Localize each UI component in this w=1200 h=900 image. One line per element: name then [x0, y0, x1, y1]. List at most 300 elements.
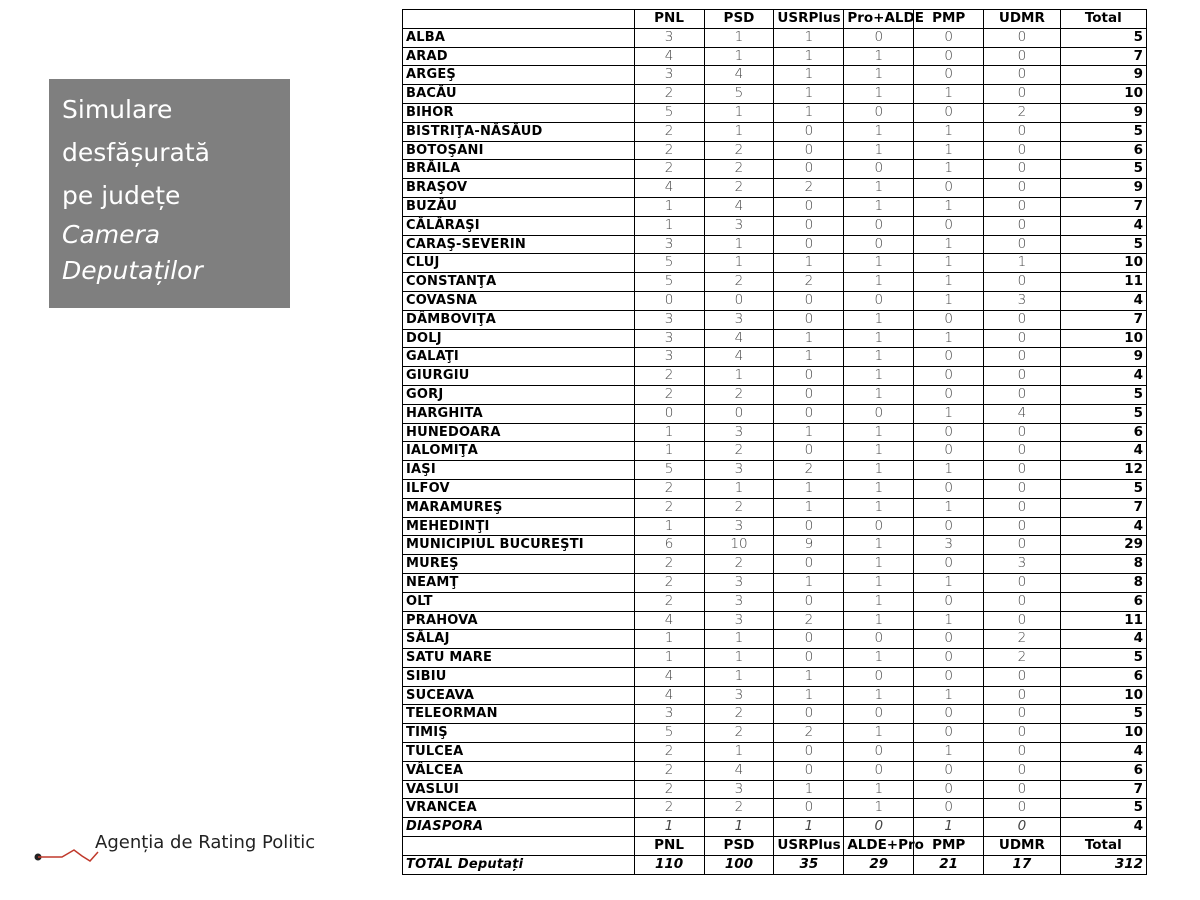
seats-pnl: 1	[634, 423, 704, 442]
seats-psd: 1	[704, 479, 774, 498]
seats-udmr: 0	[984, 179, 1060, 198]
seats-total: 6	[1060, 423, 1146, 442]
header-udmr: UDMR	[984, 10, 1060, 29]
seats-pnl: 5	[634, 724, 704, 743]
seats-udmr: 0	[984, 780, 1060, 799]
seats-pmp: 1	[914, 160, 984, 179]
seats-pro-alde: 1	[844, 780, 914, 799]
seats-pnl: 1	[634, 442, 704, 461]
table-row	[403, 85, 1147, 104]
seats-psd: 2	[704, 442, 774, 461]
seats-total: 6	[1060, 141, 1146, 160]
seats-pnl: 2	[634, 85, 704, 104]
header-total: Total	[1060, 10, 1146, 29]
county-name: OLT	[403, 592, 635, 611]
seats-pro-alde: 0	[844, 743, 914, 762]
seats-psd: 100	[704, 855, 774, 874]
seats-pmp: 0	[914, 555, 984, 574]
county-name: ALBA	[403, 28, 635, 47]
seats-pnl: 1	[634, 197, 704, 216]
seats-usrplus: 0	[774, 743, 844, 762]
seats-pnl: 4	[634, 686, 704, 705]
county-name: MUNICIPIUL BUCUREŞTI	[403, 536, 635, 555]
seats-psd: 3	[704, 686, 774, 705]
seats-total: 5	[1060, 404, 1146, 423]
footer-header-pmp: PMP	[914, 837, 984, 856]
county-name: NEAMŢ	[403, 573, 635, 592]
seats-usrplus: 1	[774, 47, 844, 66]
seats-psd: 3	[704, 310, 774, 329]
county-name: HUNEDOARA	[403, 423, 635, 442]
seats-pro-alde: 1	[844, 385, 914, 404]
seats-psd: 2	[704, 705, 774, 724]
seats-udmr: 0	[984, 799, 1060, 818]
table-row	[403, 761, 1147, 780]
seats-pmp: 1	[914, 573, 984, 592]
table-row	[403, 385, 1147, 404]
seats-pmp: 1	[914, 235, 984, 254]
seats-total: 4	[1060, 818, 1146, 837]
seats-udmr: 0	[984, 818, 1060, 837]
county-name: GALAŢI	[403, 348, 635, 367]
seats-total: 5	[1060, 649, 1146, 668]
seats-total: 4	[1060, 216, 1146, 235]
table-row	[403, 254, 1147, 273]
total-row	[403, 855, 1147, 874]
seats-pro-alde: 0	[844, 404, 914, 423]
table-row	[403, 122, 1147, 141]
seats-usrplus: 0	[774, 761, 844, 780]
seats-pnl: 5	[634, 254, 704, 273]
seats-psd: 2	[704, 799, 774, 818]
table-row	[403, 179, 1147, 198]
seats-pnl: 2	[634, 761, 704, 780]
seats-pmp: 1	[914, 122, 984, 141]
seats-pnl: 3	[634, 28, 704, 47]
seats-pmp: 0	[914, 310, 984, 329]
seats-udmr: 0	[984, 479, 1060, 498]
seats-psd: 2	[704, 179, 774, 198]
seats-pro-alde: 0	[844, 818, 914, 837]
seats-udmr: 0	[984, 160, 1060, 179]
table-row	[403, 216, 1147, 235]
county-name: SIBIU	[403, 667, 635, 686]
seats-udmr: 0	[984, 367, 1060, 386]
county-name: CLUJ	[403, 254, 635, 273]
county-name: VRANCEA	[403, 799, 635, 818]
seats-pro-alde: 1	[844, 47, 914, 66]
seats-pnl: 0	[634, 291, 704, 310]
seats-usrplus: 0	[774, 235, 844, 254]
seats-total: 7	[1060, 780, 1146, 799]
seats-psd: 2	[704, 273, 774, 292]
seats-psd: 1	[704, 367, 774, 386]
seats-pmp: 1	[914, 273, 984, 292]
seats-udmr: 0	[984, 686, 1060, 705]
seats-pnl: 110	[634, 855, 704, 874]
county-name: SUCEAVA	[403, 686, 635, 705]
seats-total: 4	[1060, 291, 1146, 310]
table-row	[403, 160, 1147, 179]
table-row	[403, 592, 1147, 611]
seats-psd: 2	[704, 141, 774, 160]
seats-psd: 1	[704, 103, 774, 122]
seats-pro-alde: 1	[844, 611, 914, 630]
seats-total: 5	[1060, 705, 1146, 724]
seats-udmr: 2	[984, 630, 1060, 649]
seats-pro-alde: 1	[844, 479, 914, 498]
seats-pmp: 0	[914, 761, 984, 780]
seats-pnl: 2	[634, 555, 704, 574]
table-row	[403, 442, 1147, 461]
seats-total: 5	[1060, 160, 1146, 179]
county-name: DIASPORA	[403, 818, 635, 837]
seats-pnl: 2	[634, 780, 704, 799]
title-line-5: Deputaților	[62, 256, 203, 285]
seats-pnl: 3	[634, 329, 704, 348]
seats-usrplus: 0	[774, 141, 844, 160]
seats-udmr: 0	[984, 423, 1060, 442]
seats-pmp: 1	[914, 498, 984, 517]
seats-total: 5	[1060, 122, 1146, 141]
seats-total: 6	[1060, 667, 1146, 686]
seats-pro-alde: 0	[844, 761, 914, 780]
seats-total: 5	[1060, 235, 1146, 254]
seats-psd: 3	[704, 611, 774, 630]
county-name: GIURGIU	[403, 367, 635, 386]
seats-pmp: 1	[914, 329, 984, 348]
seats-total: 11	[1060, 273, 1146, 292]
seats-psd: 1	[704, 649, 774, 668]
seats-total: 4	[1060, 442, 1146, 461]
seats-pro-alde: 0	[844, 28, 914, 47]
seats-pro-alde: 1	[844, 423, 914, 442]
seats-pnl: 2	[634, 160, 704, 179]
seats-usrplus: 0	[774, 592, 844, 611]
seats-pmp: 0	[914, 517, 984, 536]
seats-total: 10	[1060, 686, 1146, 705]
seats-pro-alde: 0	[844, 235, 914, 254]
seats-usrplus: 0	[774, 649, 844, 668]
seats-usrplus: 1	[774, 573, 844, 592]
seats-pmp: 1	[914, 85, 984, 104]
seats-udmr: 0	[984, 122, 1060, 141]
seats-usrplus: 0	[774, 160, 844, 179]
table-row	[403, 649, 1147, 668]
seats-total: 312	[1060, 855, 1146, 874]
seats-pmp: 0	[914, 28, 984, 47]
seats-total: 7	[1060, 310, 1146, 329]
seats-psd: 0	[704, 404, 774, 423]
table-row	[403, 799, 1147, 818]
seats-udmr: 0	[984, 667, 1060, 686]
seats-udmr: 0	[984, 310, 1060, 329]
seats-usrplus: 0	[774, 367, 844, 386]
seats-udmr: 0	[984, 47, 1060, 66]
seats-pmp: 1	[914, 818, 984, 837]
seats-pro-alde: 0	[844, 667, 914, 686]
seats-total: 10	[1060, 85, 1146, 104]
table-row	[403, 103, 1147, 122]
seats-psd: 1	[704, 235, 774, 254]
county-name: DOLJ	[403, 329, 635, 348]
seats-total: 4	[1060, 367, 1146, 386]
county-name: TULCEA	[403, 743, 635, 762]
seats-pnl: 2	[634, 573, 704, 592]
seats-pro-alde: 1	[844, 442, 914, 461]
seats-psd: 1	[704, 28, 774, 47]
seats-total: 5	[1060, 28, 1146, 47]
seats-pmp: 0	[914, 705, 984, 724]
seats-pro-alde: 0	[844, 103, 914, 122]
seats-pro-alde: 1	[844, 536, 914, 555]
county-name: BRĂILA	[403, 160, 635, 179]
seats-udmr: 0	[984, 461, 1060, 480]
seats-usrplus: 1	[774, 254, 844, 273]
seats-pmp: 0	[914, 348, 984, 367]
seats-pmp: 0	[914, 367, 984, 386]
seats-pnl: 1	[634, 630, 704, 649]
seats-pnl: 3	[634, 348, 704, 367]
seats-total: 5	[1060, 479, 1146, 498]
seats-pmp: 0	[914, 216, 984, 235]
seats-psd: 3	[704, 461, 774, 480]
seats-pnl: 1	[634, 517, 704, 536]
seats-pmp: 3	[914, 536, 984, 555]
seats-psd: 4	[704, 66, 774, 85]
seats-pro-alde: 1	[844, 66, 914, 85]
seats-usrplus: 2	[774, 179, 844, 198]
seats-pnl: 1	[634, 649, 704, 668]
seats-psd: 3	[704, 592, 774, 611]
seats-psd: 4	[704, 348, 774, 367]
seats-pro-alde: 1	[844, 724, 914, 743]
seats-total: 8	[1060, 555, 1146, 574]
seats-usrplus: 9	[774, 536, 844, 555]
table-row	[403, 705, 1147, 724]
seats-usrplus: 0	[774, 442, 844, 461]
header-usrplus: USRPlus	[774, 10, 844, 29]
county-name: MARAMUREŞ	[403, 498, 635, 517]
diaspora-row	[403, 818, 1147, 837]
seats-pnl: 6	[634, 536, 704, 555]
seats-psd: 3	[704, 423, 774, 442]
table-row	[403, 611, 1147, 630]
county-name: ARGEŞ	[403, 66, 635, 85]
seats-pnl: 2	[634, 743, 704, 762]
table-row	[403, 686, 1147, 705]
table-row	[403, 573, 1147, 592]
table-row	[403, 780, 1147, 799]
seats-pro-alde: 1	[844, 649, 914, 668]
seats-usrplus: 1	[774, 85, 844, 104]
line-chart-logo-icon	[30, 828, 100, 868]
seats-pro-alde: 0	[844, 216, 914, 235]
seats-pmp: 0	[914, 630, 984, 649]
seats-pnl: 4	[634, 179, 704, 198]
seats-pro-alde: 1	[844, 122, 914, 141]
county-name: ARAD	[403, 47, 635, 66]
seats-udmr: 0	[984, 197, 1060, 216]
title-line-2: desfășurată	[62, 138, 210, 167]
table-row	[403, 517, 1147, 536]
header-pmp: PMP	[914, 10, 984, 29]
seats-pro-alde: 0	[844, 160, 914, 179]
seats-total: 4	[1060, 743, 1146, 762]
footer-header-total: Total	[1060, 837, 1146, 856]
seats-usrplus: 0	[774, 517, 844, 536]
seats-pnl: 3	[634, 66, 704, 85]
seats-usrplus: 1	[774, 780, 844, 799]
table-row	[403, 47, 1147, 66]
seats-usrplus: 0	[774, 310, 844, 329]
seats-usrplus: 1	[774, 667, 844, 686]
county-name: BISTRIŢA-NĂSĂUD	[403, 122, 635, 141]
county-name: BACĂU	[403, 85, 635, 104]
seats-total: 7	[1060, 498, 1146, 517]
seats-pro-alde: 1	[844, 254, 914, 273]
county-name: BRAŞOV	[403, 179, 635, 198]
seats-psd: 3	[704, 573, 774, 592]
seats-pnl: 2	[634, 498, 704, 517]
seats-pnl: 4	[634, 667, 704, 686]
seats-pnl: 3	[634, 235, 704, 254]
seats-usrplus: 0	[774, 799, 844, 818]
seats-pmp: 0	[914, 385, 984, 404]
title-line-3: pe județe	[62, 181, 181, 210]
seats-udmr: 0	[984, 536, 1060, 555]
seats-udmr: 3	[984, 291, 1060, 310]
seats-total: 12	[1060, 461, 1146, 480]
seats-psd: 1	[704, 818, 774, 837]
seats-total: 5	[1060, 385, 1146, 404]
logo-text: Agenția de Rating Politic	[95, 832, 316, 853]
seats-psd: 1	[704, 667, 774, 686]
seats-psd: 1	[704, 254, 774, 273]
table-row	[403, 743, 1147, 762]
seats-usrplus: 0	[774, 385, 844, 404]
seats-pnl: 1	[634, 216, 704, 235]
seats-psd: 2	[704, 385, 774, 404]
seats-pnl: 2	[634, 592, 704, 611]
seats-pmp: 1	[914, 686, 984, 705]
seats-udmr: 0	[984, 743, 1060, 762]
seats-psd: 1	[704, 630, 774, 649]
seats-pmp: 0	[914, 649, 984, 668]
seats-usrplus: 0	[774, 291, 844, 310]
header-row	[403, 10, 1147, 29]
seats-psd: 1	[704, 122, 774, 141]
seats-usrplus: 0	[774, 555, 844, 574]
table-row	[403, 329, 1147, 348]
county-name: MEHEDINŢI	[403, 517, 635, 536]
table-row	[403, 141, 1147, 160]
seats-psd: 3	[704, 780, 774, 799]
seats-pro-alde: 1	[844, 273, 914, 292]
county-name: CARAŞ-SEVERIN	[403, 235, 635, 254]
seats-udmr: 0	[984, 28, 1060, 47]
table-row	[403, 273, 1147, 292]
seats-udmr: 0	[984, 348, 1060, 367]
seats-total: 4	[1060, 630, 1146, 649]
seats-pmp: 0	[914, 103, 984, 122]
county-name: MUREŞ	[403, 555, 635, 574]
seats-pnl: 3	[634, 310, 704, 329]
county-name: BUZĂU	[403, 197, 635, 216]
seats-usrplus: 0	[774, 216, 844, 235]
seats-psd: 10	[704, 536, 774, 555]
table-row	[403, 667, 1147, 686]
table-row	[403, 291, 1147, 310]
seats-udmr: 0	[984, 573, 1060, 592]
table-row	[403, 310, 1147, 329]
seats-pmp: 1	[914, 461, 984, 480]
seats-pnl: 2	[634, 479, 704, 498]
county-name: CONSTANŢA	[403, 273, 635, 292]
seats-pmp: 0	[914, 667, 984, 686]
title-line-4: Camera	[62, 220, 161, 249]
county-name: GORJ	[403, 385, 635, 404]
seats-total: 5	[1060, 799, 1146, 818]
seats-pmp: 0	[914, 592, 984, 611]
seats-pro-alde: 1	[844, 461, 914, 480]
seats-total: 10	[1060, 329, 1146, 348]
table-row	[403, 28, 1147, 47]
seats-pro-alde: 0	[844, 705, 914, 724]
footer-header-row	[403, 837, 1147, 856]
seats-psd: 2	[704, 555, 774, 574]
county-name: SĂLAJ	[403, 630, 635, 649]
table-row	[403, 348, 1147, 367]
seats-pro-alde: 1	[844, 179, 914, 198]
seats-udmr: 0	[984, 235, 1060, 254]
seats-usrplus: 1	[774, 348, 844, 367]
table-row	[403, 498, 1147, 517]
seats-total: 9	[1060, 66, 1146, 85]
seats-usrplus: 2	[774, 273, 844, 292]
seats-pmp: 0	[914, 423, 984, 442]
table-row	[403, 536, 1147, 555]
county-name: ILFOV	[403, 479, 635, 498]
county-name: PRAHOVA	[403, 611, 635, 630]
table-row	[403, 367, 1147, 386]
county-name: VASLUI	[403, 780, 635, 799]
seats-psd: 2	[704, 160, 774, 179]
table-row	[403, 404, 1147, 423]
seats-udmr: 17	[984, 855, 1060, 874]
seats-psd: 3	[704, 517, 774, 536]
county-name: SATU MARE	[403, 649, 635, 668]
seats-psd: 2	[704, 498, 774, 517]
county-name: BIHOR	[403, 103, 635, 122]
seats-usrplus: 0	[774, 197, 844, 216]
seats-udmr: 0	[984, 517, 1060, 536]
seats-total: 8	[1060, 573, 1146, 592]
total-label: TOTAL Deputați	[403, 855, 635, 874]
seats-usrplus: 1	[774, 329, 844, 348]
seats-psd: 4	[704, 761, 774, 780]
table-row	[403, 197, 1147, 216]
table-row	[403, 66, 1147, 85]
table-row	[403, 479, 1147, 498]
seats-pro-alde: 1	[844, 367, 914, 386]
seats-pnl: 2	[634, 799, 704, 818]
county-name: TELEORMAN	[403, 705, 635, 724]
seats-usrplus: 2	[774, 461, 844, 480]
seats-udmr: 0	[984, 442, 1060, 461]
seats-total: 9	[1060, 103, 1146, 122]
seats-pnl: 5	[634, 461, 704, 480]
